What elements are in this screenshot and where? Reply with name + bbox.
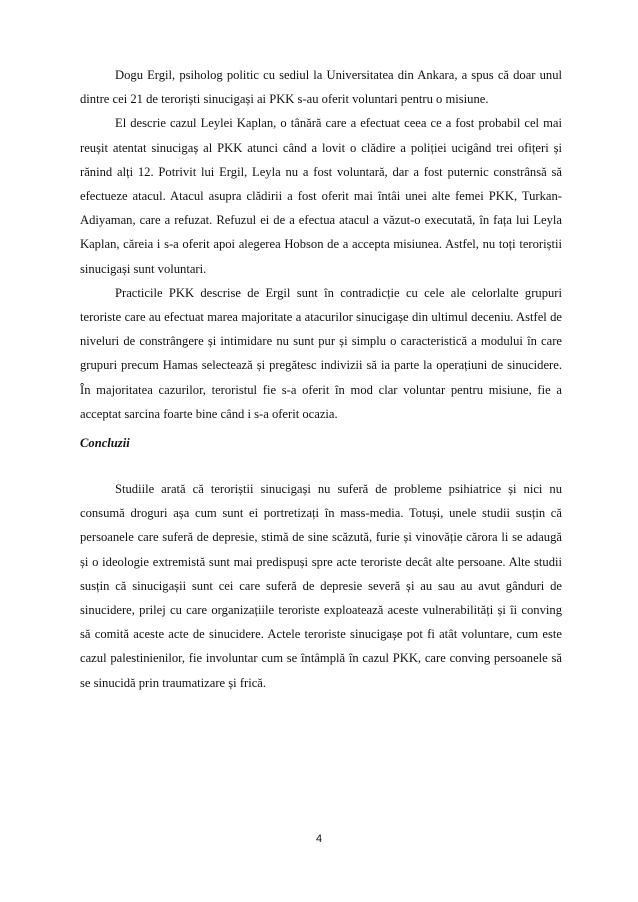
paragraph-pkk-practices: Practicile PKK descrise de Ergil sunt în contradicție cu cele ale celorlalte grupuri teroriste care au efectuat marea majoritate a atacurilor sinucigașe din ultimul deceniu. Astfel de niveluri de constrângere și intimidare nu sunt pur și simplu o caracteristică a modului în care grupuri precum Hamas selectează și pregătesc indivizii să ia parte la operațiuni de sinucidere. În majoritatea cazurilor, teroristul fie s-a oferit în mod clar voluntar pentru misiune, fie a acceptat sarcina foarte bine când i s-a oferit ocazia. bbox=[80, 285, 562, 421]
paragraph-conclusions: Studiile arată că teroriștii sinucigași nu suferă de probleme psihiatrice și nici nu consumă droguri așa cum sunt ei portretizați în mass-media. Totuși, unele studii susțin că persoanele care suferă de depresie, stimă de sine scăzută, furie și vinovăție cărora li se adaugă și o ideologie extremistă sunt mai predispuși spre acte teroriste decât alte persoane. Alte studii susțin că sinucigașii sunt cei care suferă de depresie severă și au sau au avut gânduri de sinucidere, prilej cu care organizațiile teroriste exploatează aceste vulnerabilități și îi conving să comită aceste acte de sinucidere. Actele teroriste sinucigașe pot fi atât voluntare, cum este cazul palestinienilor, fie involuntar cum se întâmplă în cazul PKK, care conving persoanele să se sinucidă prin traumatizare și frică. bbox=[80, 482, 562, 690]
body-text bbox=[80, 63, 562, 426]
conclusions-heading: Concluzii bbox=[80, 436, 130, 450]
conclusions-section bbox=[80, 477, 562, 695]
page-number: 4 bbox=[315, 833, 323, 845]
paragraph-leyla-kaplan: El descrie cazul Leylei Kaplan, o tânără care a efectuat ceea ce a fost probabil cel mai reușit atentat sinucigaș al PKK atunci când a lovit o clădire a poliției ucigând trei ofițeri și rănind alți 12. Potrivit lui Ergil, Leyla nu a fost voluntară, dar a fost puternic constrânsă să efectueze atacul. Atacul asupra clădirii a fost oferit mai întâi unei alte femei PKK, Turkan-Adiyaman, care a refuzat. Refuzul ei de a efectua atacul a văzut-o executată, în fața lui Leyla Kaplan, căreia i s-a oferit apoi alegerea Hobson de a accepta misiunea. Astfel, nu toți teroriștii sinucigași sunt voluntari. bbox=[80, 116, 562, 276]
paragraph-ergil-intro: Dogu Ergil, psiholog politic cu sediul la Universitatea din Ankara, a spus că doar unul dintre cei 21 de teroriști sinucigași ai PKK s-au oferit voluntari pentru o misiune. bbox=[80, 68, 562, 107]
